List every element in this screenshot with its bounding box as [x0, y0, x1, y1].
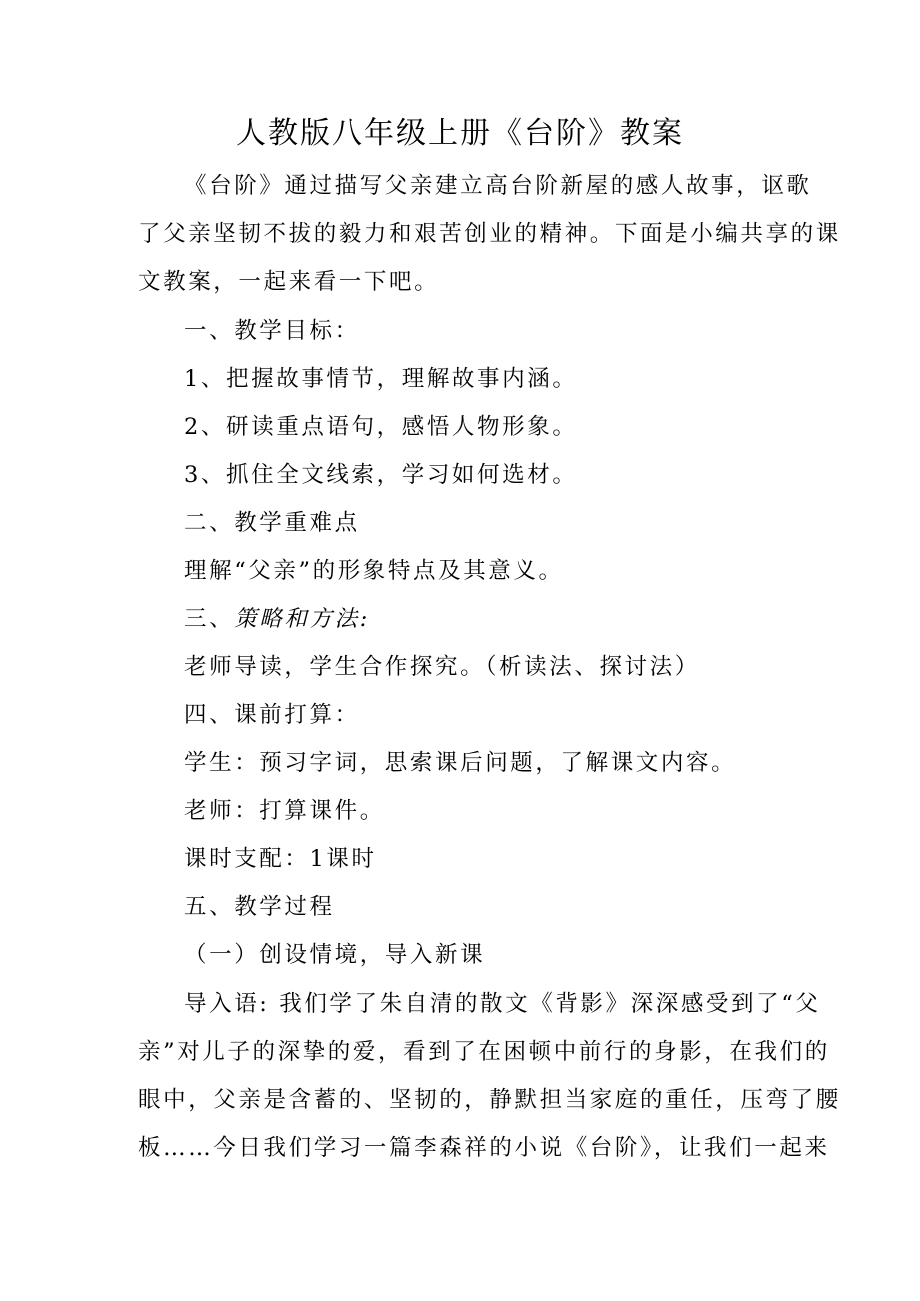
intro-line-1: 《台阶》通过描写父亲建立高台阶新屋的感人故事，讴歌 — [184, 173, 812, 199]
goal-item-2: 2、研读重点语句，感悟人物形象。 — [184, 414, 578, 440]
methods-heading-prefix: 三、 — [184, 606, 235, 632]
process-para-line-3: 眼中，父亲是含蓄的、坚韧的，静默担当家庭的重任，压弯了腰 — [138, 1087, 841, 1113]
key-points-content: 理解“父亲”的形象特点及其意义。 — [184, 558, 564, 584]
intro-line-2: 了父亲坚韧不拔的毅力和艰苦创业的精神。下面是小编共享的课 — [138, 221, 841, 247]
section-heading-goals: 一、教学目标： — [184, 318, 360, 344]
methods-heading-italic: 策略和方法: — [234, 606, 370, 632]
goal-item-3: 3、抓住全文线索，学习如何选材。 — [184, 462, 578, 488]
section-heading-methods — [184, 595, 834, 643]
methods-content: 老师导读，学生合作探究。（析读法、探讨法） — [184, 654, 700, 680]
process-para-line-1: 导入语: 我们学了朱自清的散文《背影》深深感受到了“父 — [184, 991, 821, 1017]
document-title: 人教版八年级上册《台阶》教案 — [236, 116, 684, 151]
preparation-teacher: 老师：打算课件。 — [184, 798, 385, 824]
section-heading-key-points: 二、教学重难点 — [184, 510, 360, 536]
process-para-line-4: 板……今日我们学习一篇李森祥的小说《台阶》，让我们一起来 — [138, 1135, 830, 1161]
preparation-student: 学生：预习字词，思索课后问题，了解课文内容。 — [184, 750, 737, 776]
preparation-schedule: 课时支配：1课时 — [184, 846, 377, 872]
goal-item-1: 1、把握故事情节，理解故事内涵。 — [184, 366, 578, 392]
section-heading-preparation: 四、课前打算： — [184, 702, 360, 728]
process-subheading-1: （一）创设情境，导入新课 — [184, 942, 486, 968]
process-para-line-2: 亲”对儿子的深挚的爱，看到了在困顿中前行的身影，在我们的 — [138, 1039, 830, 1065]
section-heading-process: 五、教学过程 — [184, 894, 335, 920]
intro-line-3: 文教案，一起来看一下吧。 — [138, 269, 440, 295]
